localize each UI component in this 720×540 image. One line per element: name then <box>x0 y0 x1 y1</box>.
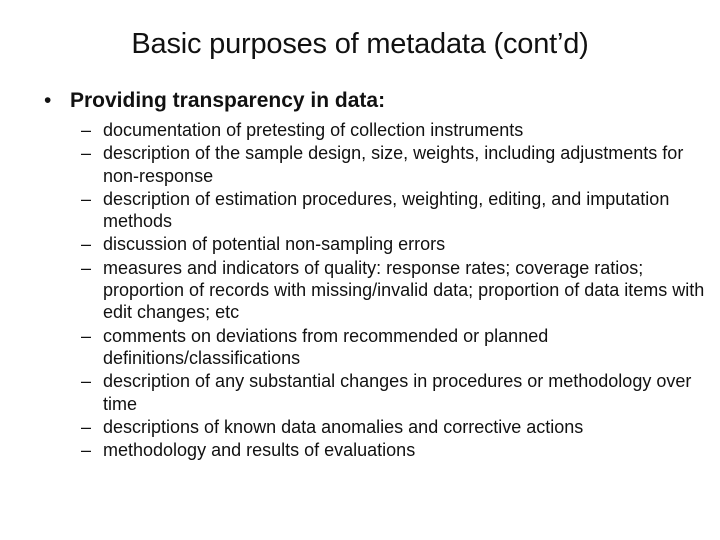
dash-icon: – <box>81 120 92 140</box>
list-item-text: description of estimation procedures, weighting, editing, and imputation methods <box>103 188 670 232</box>
list-item-text: description of any substantial changes in procedures or methodology over time <box>103 371 692 414</box>
list-item <box>81 370 711 415</box>
list-item-text: descriptions of known data anomalies and corrective actions <box>103 416 584 437</box>
dash-icon: – <box>81 143 92 164</box>
list-item <box>81 188 711 233</box>
list-item-text: methodology and results of evaluations <box>103 440 416 461</box>
dash-icon: – <box>81 371 92 392</box>
list-item-text: comments on deviations from recommended or planned definitions/classifications <box>103 325 549 369</box>
list-item <box>81 439 711 461</box>
list-item <box>81 142 711 187</box>
list-item <box>81 119 711 141</box>
dash-icon: – <box>81 257 92 278</box>
slide-title: Basic purposes of metadata (cont’d) <box>131 28 589 60</box>
list-item <box>81 325 711 370</box>
list-item <box>81 257 711 324</box>
bullet-icon: • <box>44 89 52 112</box>
main-bullet <box>44 88 385 114</box>
corner-mark <box>0 0 1 8</box>
dash-icon: – <box>81 416 92 437</box>
main-bullet-text: Providing transparency in data: <box>70 89 386 112</box>
list-item-text: measures and indicators of quality: response rates; coverage ratios; proportion of records with missing/invalid data; proportion of data items with edit changes; etc <box>103 257 705 323</box>
dash-icon: – <box>81 440 92 461</box>
dash-icon: – <box>81 325 92 346</box>
list-item-text: description of the sample design, size, weights, including adjustments for non-response <box>103 143 684 186</box>
dash-icon: – <box>81 188 92 209</box>
list-item <box>81 233 711 255</box>
list-item-text: documentation of pretesting of collection instruments <box>103 120 524 140</box>
sub-bullet-list <box>81 119 711 462</box>
dash-icon: – <box>81 234 92 255</box>
list-item-text: discussion of potential non-sampling errors <box>103 234 446 255</box>
list-item <box>81 416 711 438</box>
